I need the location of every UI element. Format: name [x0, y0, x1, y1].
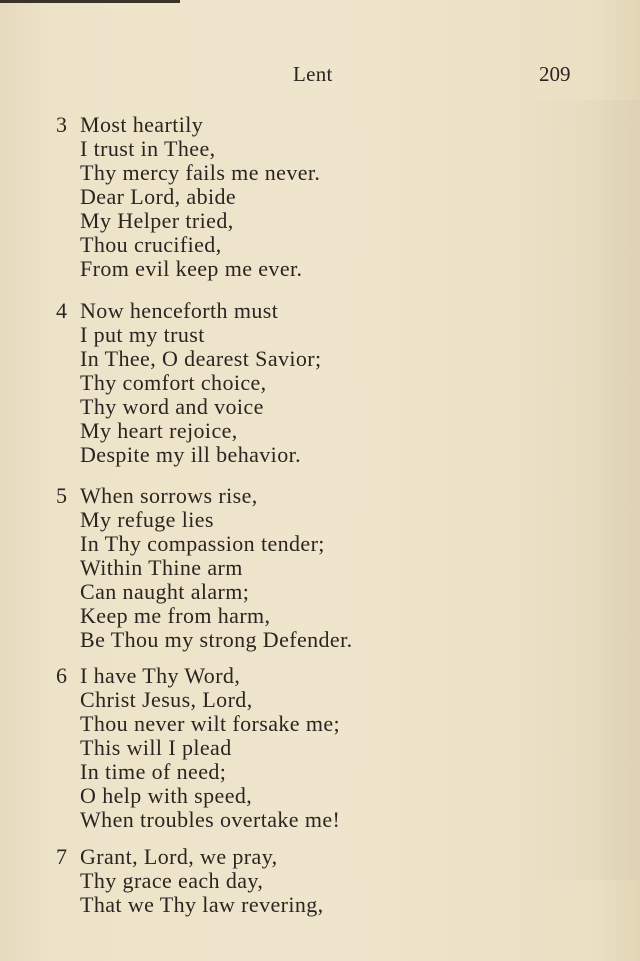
verse-line: Can naught alarm;: [80, 579, 250, 604]
verse-line: From evil keep me ever.: [80, 256, 303, 281]
verse-line: Grant, Lord, we pray,: [80, 844, 278, 869]
verse-line: Most heartily: [80, 112, 204, 137]
verse-line: When sorrows rise,: [80, 483, 258, 508]
running-header-title: Lent: [293, 62, 333, 86]
verse-line: Keep me from harm,: [80, 603, 271, 628]
verse-line: In Thee, O dearest Savior;: [80, 346, 322, 371]
verse-line: O help with speed,: [80, 783, 253, 808]
verse-number: 6: [56, 663, 67, 688]
verse-lines: [80, 113, 320, 281]
verse-line: My Helper tried,: [80, 208, 234, 233]
verse-line: Despite my ill behavior.: [80, 442, 302, 467]
verse-line: When troubles overtake me!: [80, 807, 341, 832]
verse-line: My heart rejoice,: [80, 418, 238, 443]
verse-line: Now henceforth must: [80, 298, 279, 323]
verse-line: I trust in Thee,: [80, 136, 216, 161]
verse-number: 7: [56, 844, 67, 869]
page-bleed-shadow: [510, 100, 640, 880]
verse-line: Dear Lord, abide: [80, 184, 237, 209]
verse-line: Thy grace each day,: [80, 868, 264, 893]
verse-lines: [80, 299, 322, 467]
verse-line: Thy comfort choice,: [80, 370, 267, 395]
verse-line: Thy word and voice: [80, 394, 264, 419]
verse-line: Within Thine arm: [80, 555, 243, 580]
verse-line: Be Thou my strong Defender.: [80, 627, 353, 652]
verse-line: My refuge lies: [80, 507, 214, 532]
verse-line: I have Thy Word,: [80, 663, 241, 688]
verse-lines: [80, 664, 340, 832]
verse-line: I put my trust: [80, 322, 205, 347]
verse-line: Thou never wilt forsake me;: [80, 711, 341, 736]
verse-line: Christ Jesus, Lord,: [80, 687, 253, 712]
verse-line: That we Thy law revering,: [80, 892, 324, 917]
verse-line: Thou crucified,: [80, 232, 222, 257]
verse-line: This will I plead: [80, 735, 232, 760]
page-number: 209: [539, 62, 571, 86]
verse-number: 3: [56, 112, 67, 137]
verse-line: In Thy compassion tender;: [80, 531, 325, 556]
verse-line: In time of need;: [80, 759, 227, 784]
verse-lines: [80, 845, 324, 917]
verse-line: Thy mercy fails me never.: [80, 160, 321, 185]
verse-number: 5: [56, 483, 67, 508]
verse-lines: [80, 484, 353, 652]
top-rule: [0, 0, 180, 3]
verse-number: 4: [56, 298, 67, 323]
